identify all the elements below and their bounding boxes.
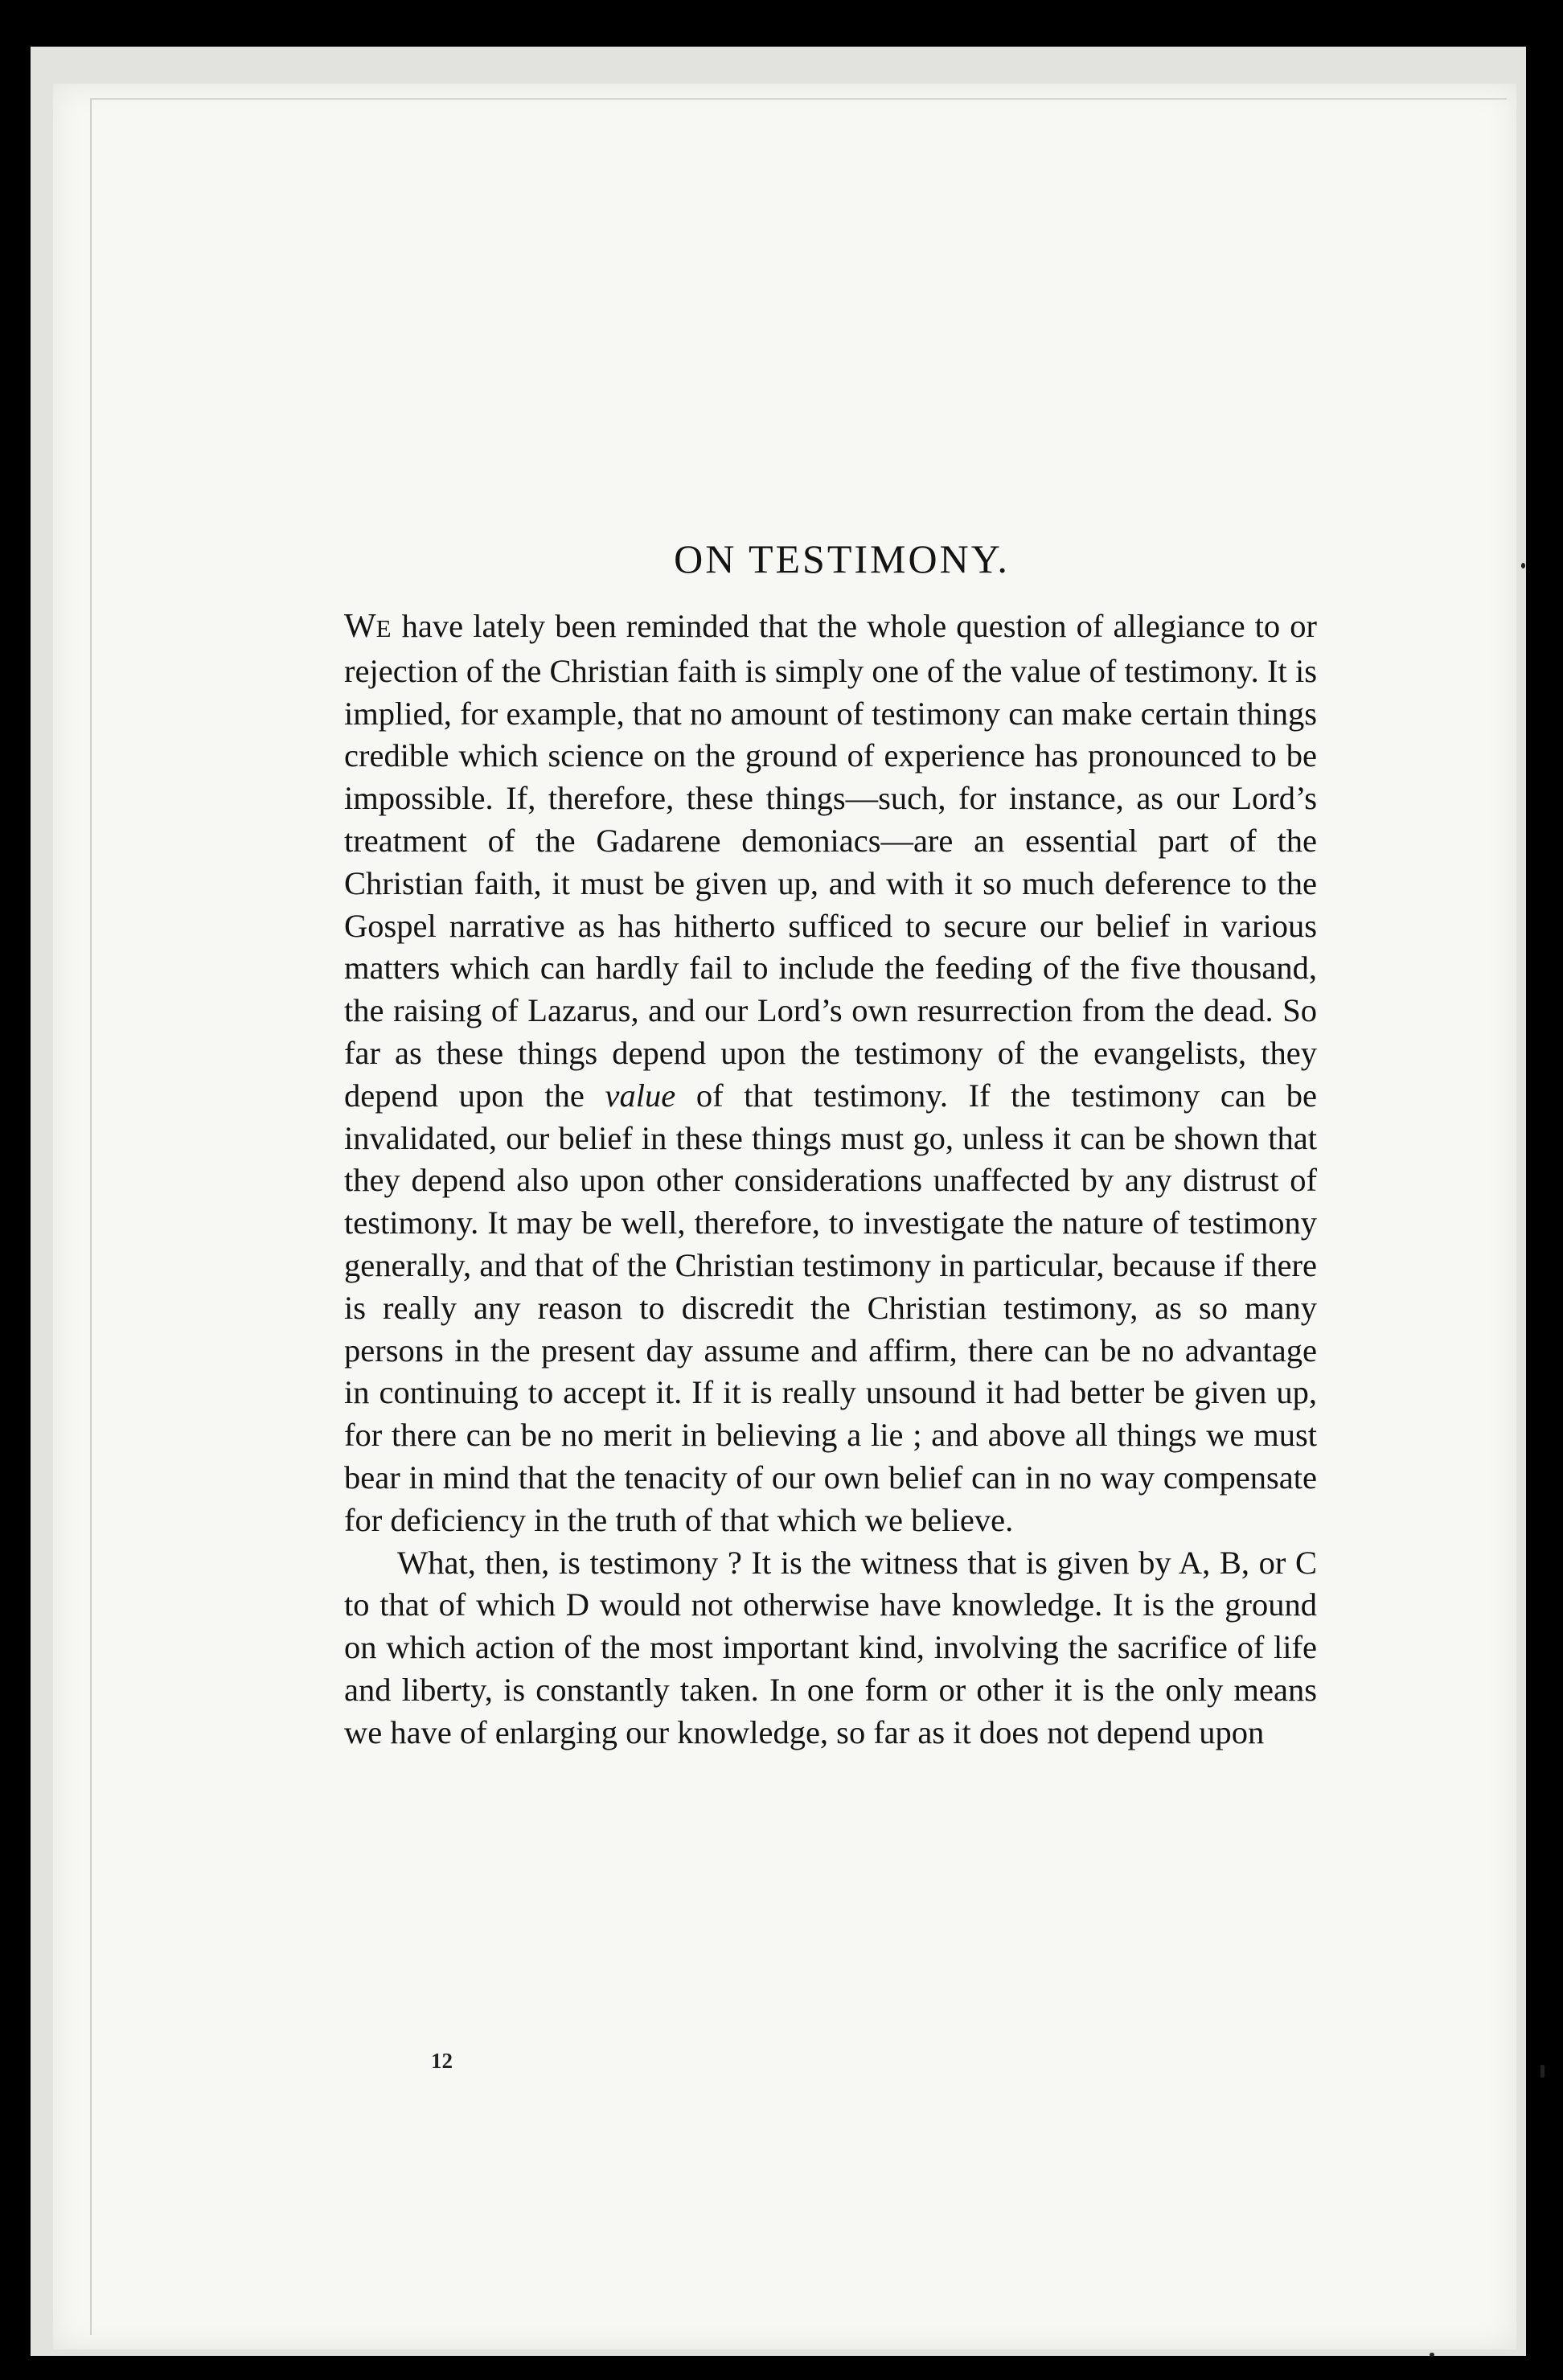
page-number: 12 <box>431 2049 453 2073</box>
paragraph-1 <box>344 605 1317 1542</box>
scan-speck <box>1521 563 1525 568</box>
scan-speck <box>1540 2065 1545 2078</box>
paragraph-2: What, then, is testimony ? It is the witness that is given by A, B, or C to that of which D would not otherwise have knowledge. It is the ground on which action of the most important kind, involving the sacrifice of life and liberty, is constantly taken. In one form or other it is the only means we have of enlarging our knowledge, so far as it does not depend upon <box>344 1544 1317 1750</box>
initial-letter: W <box>344 608 376 645</box>
scan-speck <box>1430 2353 1434 2357</box>
text-block <box>344 527 1317 1754</box>
paragraph-1-text: have lately been reminded that the whole question of allegiance to or rejection of the Christian faith is simply one of the value of testimony. It is implied, for example, that no amount of testimony can make certain things credible which science on the ground of experience has pronounced to be impossible. If, therefore, these things—such, for instance, as our Lord’s treatment of the Gadarene demoniacs—are an essential part of the Christian faith, it must be given up, and with it so much deference to the Gospel narrative as has hitherto sufficed to secure our belief in various matters which can hardly fail to include the feeding of the five thousand, the raising of Lazarus, and our Lord’s own resurrection from the dead. So far as these things depend upon the testimony of the evangelists, they depend upon the <box>344 608 1317 1114</box>
page-title: ON TESTIMONY. <box>674 536 1010 581</box>
paragraph-1-text-continued: of that testimony. If the testimony can be invalidated, our belief in these things must go, unless it can be shown that they depend also upon other considerations unaffected by any distrust of testimony. It may be well, therefore, to investigate the nature of testimony generally, and that of the Christian testimony in particular, because if there is really any reason to discredit the Christian testimony, as so many persons in the present day assume and affirm, there can be no advantage in continuing to accept it. If it is really unsound it had better be given up, for there can be no merit in believing a lie ; and above all things we must bear in mind that the tenacity of our own belief can in no way compensate for deficiency in the truth of that which we believe. <box>344 1077 1317 1538</box>
italic-word: value <box>605 1077 676 1114</box>
initial-smallcap: E <box>375 614 392 642</box>
